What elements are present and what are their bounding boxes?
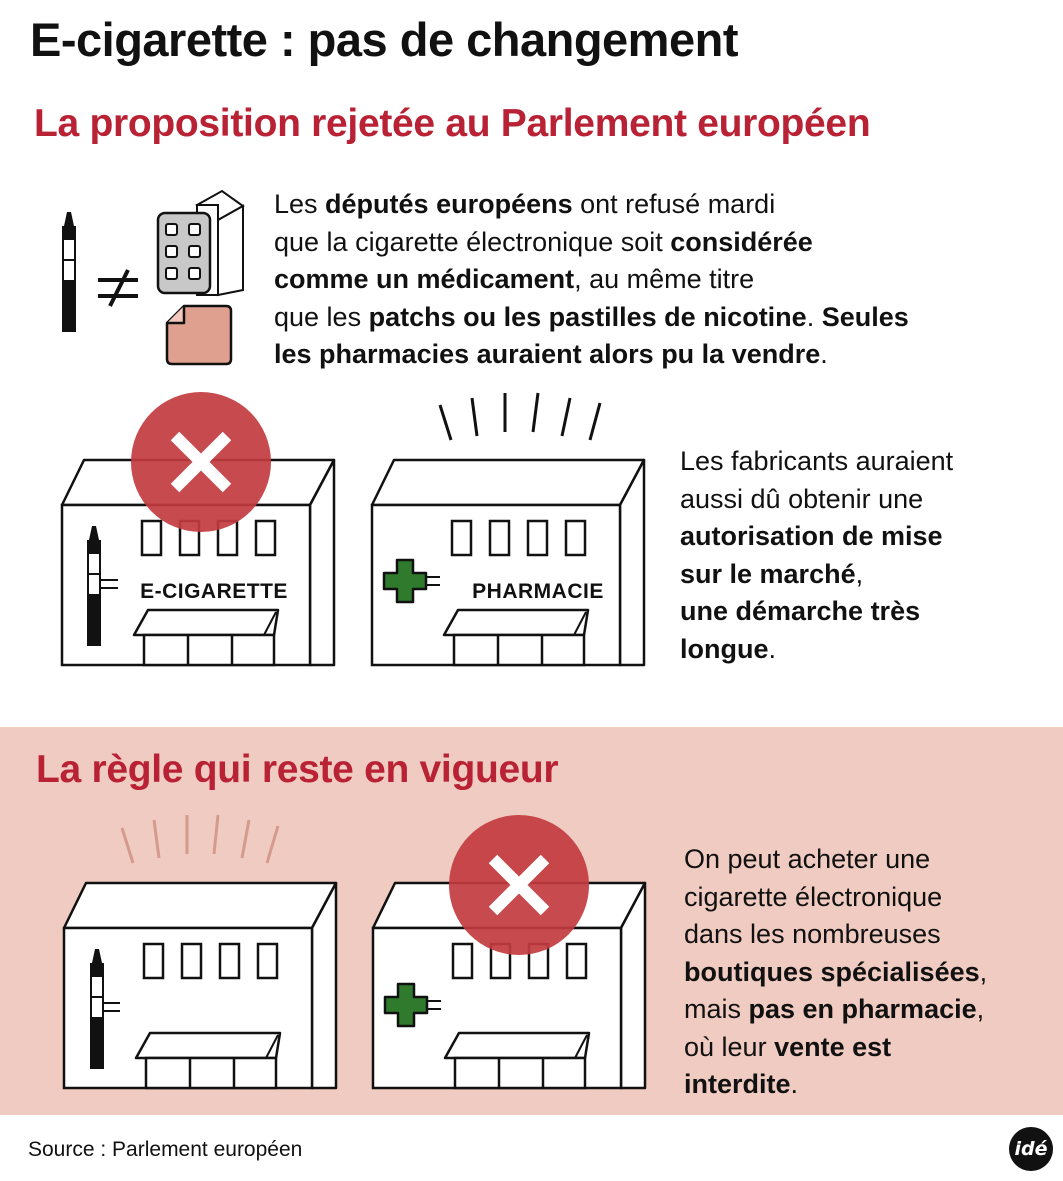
red-cross-mark-icon — [131, 392, 271, 532]
text-run: sur le marché — [680, 558, 856, 589]
text-run: patchs ou les pastilles de nicotine — [368, 301, 807, 332]
text-run: longue — [680, 633, 769, 664]
text-run: Les — [274, 189, 326, 219]
text-run: mais — [684, 994, 749, 1024]
section2-title: La règle qui reste en vigueur — [36, 748, 559, 791]
pharmacy-sign-label: PHARMACIE — [472, 580, 604, 603]
text-run: . — [820, 339, 828, 369]
text-run: . — [768, 633, 777, 664]
text-run: dans les nombreuses — [684, 919, 941, 949]
source-note: Source : Parlement européen — [28, 1138, 303, 1161]
text-run: où leur — [684, 1031, 775, 1062]
text-run: Seules — [821, 301, 909, 332]
highlight-rays-icon — [122, 815, 278, 863]
nicotine-patch-icon — [167, 306, 231, 364]
text-run: députés européens — [325, 189, 573, 219]
text-run: autorisation de mise — [680, 521, 943, 551]
text-run: , — [976, 994, 985, 1024]
highlight-rays-icon — [440, 393, 600, 440]
text-run: pas en pharmacie — [748, 994, 977, 1024]
text-run: boutiques spécialisées — [684, 956, 980, 987]
text-run: , au même titre — [574, 264, 755, 294]
text-run: , — [979, 956, 988, 987]
text-run: Les fabricants auraient — [680, 446, 954, 476]
text-run: . — [790, 1069, 799, 1099]
text-run: cigarette électronique — [684, 881, 943, 912]
page-title: E-cigarette : pas de changement — [30, 13, 738, 66]
shop-building-icon — [64, 883, 336, 1088]
section1-title: La proposition rejetée au Parlement européen — [34, 102, 871, 145]
text-run: . — [806, 301, 822, 332]
publisher-logo: idé — [1009, 1127, 1053, 1171]
shop-sign-label: E-CIGARETTE — [140, 580, 288, 603]
medicine-box-icon — [158, 191, 243, 295]
e-cigarette-icon — [62, 212, 76, 332]
text-run: une démarche très — [680, 596, 921, 626]
text-run: comme un médicament — [274, 264, 575, 294]
not-equal-icon — [98, 270, 138, 306]
text-run: interdite — [684, 1069, 791, 1099]
text-run: que les — [274, 301, 369, 332]
text-run: vente est — [774, 1031, 892, 1062]
text-run: ont refusé mardi — [572, 189, 776, 219]
text-run: que la cigarette électronique soit — [274, 226, 671, 257]
text-run: On peut acheter une — [684, 844, 931, 874]
text-run: aussi dû obtenir une — [680, 483, 924, 514]
red-cross-mark-icon — [449, 815, 589, 955]
text-run: les pharmacies auraient alors pu la vendre — [274, 339, 821, 369]
text-run: considérée — [670, 226, 813, 257]
text-run: , — [855, 558, 864, 589]
